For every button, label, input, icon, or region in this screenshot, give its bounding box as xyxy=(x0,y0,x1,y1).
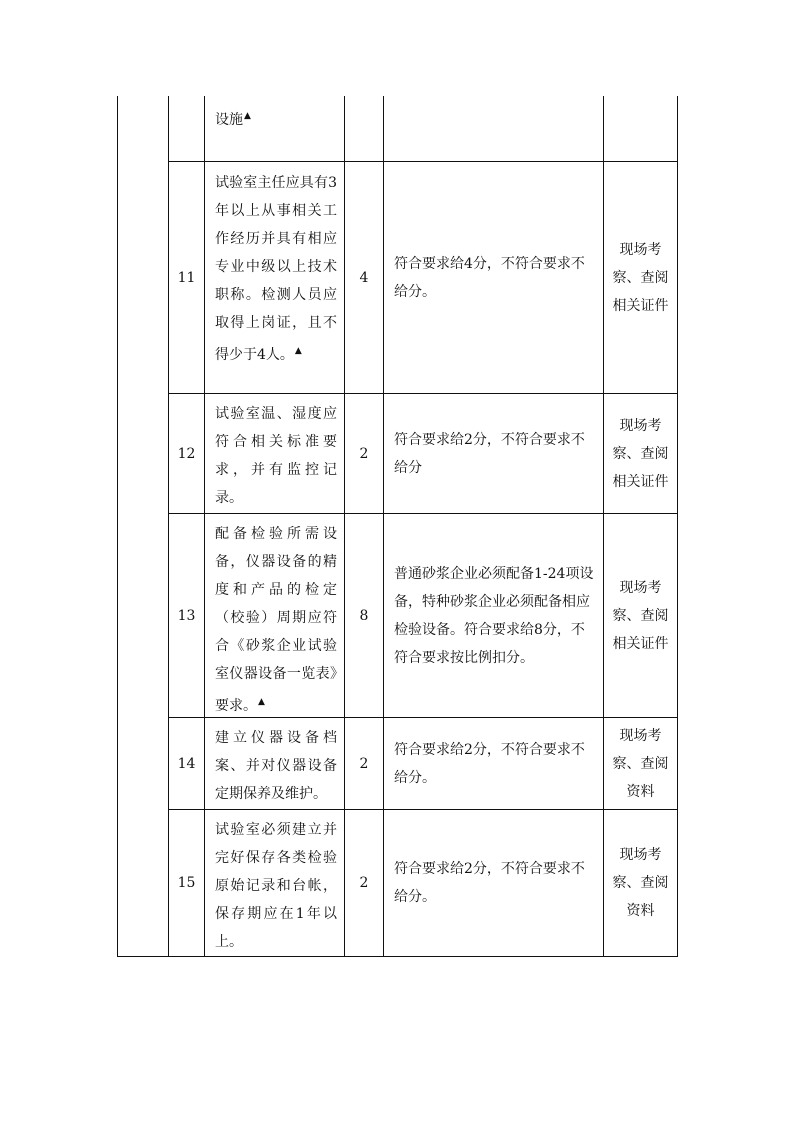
criteria-text: 符合要求给2分，不符合要求不给分。 xyxy=(394,861,585,905)
row-number: 11 xyxy=(177,269,196,286)
key-item-marker: ▲ xyxy=(294,346,302,356)
method-text: 现场考察、查阅相关证件 xyxy=(612,417,669,490)
requirement-cell xyxy=(205,400,344,513)
criteria-cell xyxy=(384,394,603,513)
method-cell xyxy=(604,162,677,393)
criteria-cell xyxy=(384,162,603,393)
method-text: 现场考察、查阅相关证件 xyxy=(612,579,669,652)
method-cell xyxy=(604,810,677,956)
method-cell xyxy=(604,718,677,809)
requirement-text: 试验室主任应具有3年以上从事相关工作经历并具有相应专业中级以上技术职称。检测人员应取得上岗证，且不得少于4人。 xyxy=(215,175,337,363)
requirement-cell xyxy=(205,724,344,809)
requirement-text: 试验室温、湿度应符合相关标准要求，并有监控记录。 xyxy=(215,406,337,506)
requirement-text: 建立仪器设备档案、并对仪器设备定期保养及维护。 xyxy=(215,730,337,802)
requirement-cell xyxy=(205,169,344,393)
criteria-text: 符合要求给2分，不符合要求不给分 xyxy=(394,431,585,476)
table-border-right xyxy=(677,96,678,956)
score-cell: 8 xyxy=(359,607,369,624)
method-text: 现场考察、查阅资料 xyxy=(612,727,669,800)
requirement-text: 设施 xyxy=(215,112,243,128)
requirement-text: 配备检验所需设备，仪器设备的精度和产品的检定（校验）周期应符合《砂浆企业试验室仪器设备一览表》要求。 xyxy=(215,526,337,714)
score-cell: 2 xyxy=(359,875,369,891)
method-text: 现场考察、查阅相关证件 xyxy=(612,241,669,314)
requirement-cell xyxy=(205,816,344,956)
criteria-text: 普通砂浆企业必须配备1-24项设备，特种砂浆企业必须配备相应检验设备。符合要求给8分，不符合要求按比例扣分。 xyxy=(394,565,594,666)
method-cell xyxy=(604,394,677,513)
table-row-continuation-requirement xyxy=(205,102,344,142)
row-number: 12 xyxy=(177,445,196,462)
row-number: 15 xyxy=(177,875,196,891)
key-item-marker: ▲ xyxy=(258,697,265,707)
score-cell: 4 xyxy=(359,269,369,286)
criteria-text: 符合要求给4分，不符合要求不给分。 xyxy=(394,255,585,300)
criteria-text: 符合要求给2分，不符合要求不给分。 xyxy=(394,741,585,786)
criteria-cell xyxy=(384,810,603,956)
key-item-marker: ▲ xyxy=(244,111,251,121)
method-text: 现场考察、查阅资料 xyxy=(612,847,669,919)
row-number: 14 xyxy=(177,755,196,772)
score-cell: 2 xyxy=(359,445,369,462)
table-border-bottom xyxy=(117,956,678,957)
criteria-cell xyxy=(384,718,603,809)
table-border-left xyxy=(117,96,118,956)
requirement-text: 试验室必须建立并完好保存各类检验原始记录和台帐，保存期应在1年以上。 xyxy=(215,822,337,950)
score-cell: 2 xyxy=(359,755,369,772)
row-number: 13 xyxy=(177,607,196,624)
criteria-cell xyxy=(384,514,603,717)
requirement-cell xyxy=(205,520,344,717)
method-cell xyxy=(604,514,677,717)
